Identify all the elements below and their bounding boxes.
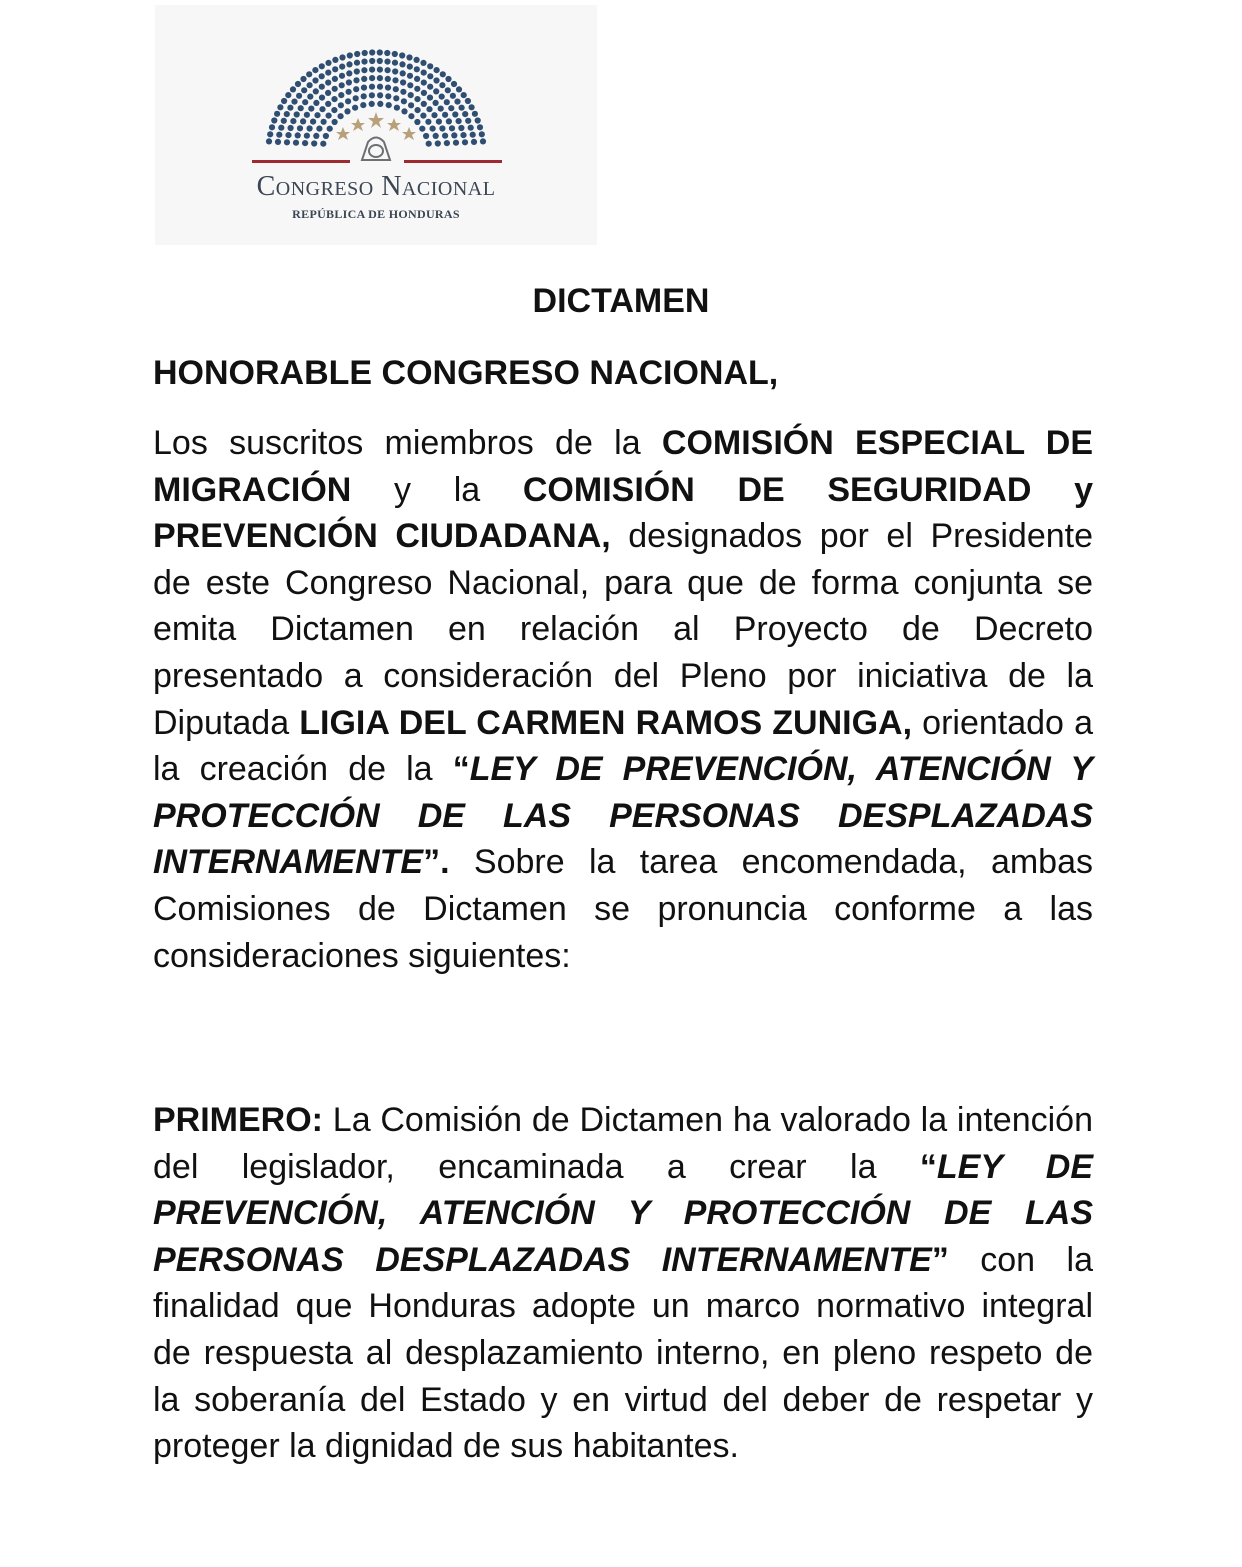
seat-dot: [406, 54, 412, 60]
congress-logo: [155, 5, 597, 245]
seat-dot: [295, 132, 301, 138]
seat-dot: [346, 61, 352, 67]
seat-dot: [431, 112, 437, 118]
seat-dot: [414, 119, 420, 125]
intro-text-4: orientado a la creación de la: [153, 703, 1093, 789]
seat-dot: [462, 139, 468, 145]
seat-dot: [267, 131, 273, 137]
seat-dot: [393, 86, 399, 92]
seat-dot: [304, 112, 310, 118]
seat-dot: [284, 139, 290, 145]
seat-dot: [414, 66, 420, 72]
seat-dot: [332, 86, 338, 92]
seat-dots: [266, 49, 486, 146]
seat-dot: [472, 111, 478, 117]
seat-dot: [454, 99, 460, 105]
seat-dot: [312, 67, 318, 73]
seat-dot: [369, 75, 375, 81]
seat-dot: [285, 92, 291, 98]
seat-dot: [362, 50, 368, 56]
intro-text-5: Sobre la tarea encomendada, ambas Comisiones de Dictamen se pronuncia conforme a las consideraciones siguientes:: [153, 843, 1093, 975]
seat-dot: [346, 89, 352, 95]
seat-dot: [446, 118, 452, 124]
seat-dot: [392, 68, 398, 74]
seat-dot: [297, 125, 303, 131]
seat-dot: [408, 92, 414, 98]
seat-dot: [385, 76, 391, 82]
seat-dot: [423, 133, 429, 139]
seat-dot: [325, 80, 331, 86]
seat-dot: [271, 117, 277, 123]
seat-dot: [377, 92, 383, 98]
seat-dot: [415, 107, 421, 113]
seat-dot: [477, 124, 483, 130]
seat-dot: [345, 98, 351, 104]
addressee-heading: HONORABLE CONGRESO NACIONAL,: [153, 354, 779, 392]
seat-dot: [331, 96, 337, 102]
seat-dot: [361, 93, 367, 99]
seat-dot: [369, 101, 375, 107]
seat-dot: [284, 111, 290, 117]
seat-dot: [313, 133, 319, 139]
seat-dot: [445, 87, 451, 93]
close-quote: ”: [931, 1240, 949, 1279]
seat-dot: [480, 138, 486, 144]
seat-dot: [435, 140, 441, 146]
seat-dot: [296, 93, 302, 99]
seat-dot: [392, 60, 398, 66]
seat-dot: [310, 119, 316, 125]
seat-dot: [352, 105, 358, 111]
seat-dot: [319, 63, 325, 69]
seat-dot: [323, 133, 329, 139]
seat-dot: [479, 131, 485, 137]
hemicycle-emblem: [155, 5, 597, 175]
seat-dot: [393, 95, 399, 101]
seat-dot: [377, 75, 383, 81]
seat-dot: [276, 132, 282, 138]
seat-dot: [377, 49, 383, 55]
seat-dot: [438, 106, 444, 112]
seat-dot: [439, 94, 445, 100]
seat-dot: [425, 119, 431, 125]
seat-dot: [332, 76, 338, 82]
seat-dot: [401, 108, 407, 114]
primero-text-1: La Comisión de Dictamen ha valorado la intención del legislador, encaminada a crear la: [153, 1101, 1093, 1186]
seat-dot: [430, 126, 436, 132]
intro-text-3: designados por el Presidente de este Congreso Nacional, para que de forma conjunta se emita Dictamen en relación al Proyecto de Decreto presentado a consideración del Pleno por iniciativa de la Diputada: [153, 517, 1093, 742]
seat-dot: [452, 111, 458, 117]
red-rule-right: [404, 160, 502, 163]
seat-dot: [361, 59, 367, 65]
seat-dot: [386, 102, 392, 108]
seat-dot: [421, 90, 427, 96]
seat-dot: [278, 125, 284, 131]
seat-dot: [288, 125, 294, 131]
seat-dot: [440, 71, 446, 77]
seat-dot: [361, 85, 367, 91]
seat-dot: [400, 70, 406, 76]
seat-dot: [465, 118, 471, 124]
seat-dot: [450, 93, 456, 99]
seat-dot: [462, 111, 468, 117]
seat-dot: [427, 84, 433, 90]
seat-dot: [354, 51, 360, 57]
seat-dot: [339, 64, 345, 70]
seat-dot: [448, 105, 454, 111]
document-title: DICTAMEN: [532, 282, 710, 320]
seat-dot: [300, 76, 306, 82]
seat-dot: [360, 102, 366, 108]
seat-dot: [313, 88, 319, 94]
seat-dot: [458, 125, 464, 131]
seat-dot: [291, 99, 297, 105]
seat-dot: [459, 105, 465, 111]
seat-dot: [426, 106, 432, 112]
seat-dot: [453, 140, 459, 146]
seat-dot: [361, 67, 367, 73]
seat-dot: [369, 58, 375, 64]
seat-dot: [384, 50, 390, 56]
seat-dot: [353, 86, 359, 92]
seat-dot: [304, 133, 310, 139]
seat-dot: [338, 113, 344, 119]
seat-dot: [377, 101, 383, 107]
seat-dot: [316, 126, 322, 132]
open-quote: “: [919, 1147, 937, 1186]
seat-dot: [451, 81, 457, 87]
seat-dot: [394, 105, 400, 111]
intro-text-1: Los suscritos miembros de la: [153, 424, 662, 462]
seat-dot: [399, 52, 405, 58]
seat-dot: [420, 113, 426, 119]
seat-dot: [353, 77, 359, 83]
seat-dot: [302, 99, 308, 105]
seat-dot: [301, 87, 307, 93]
seat-dot: [281, 98, 287, 104]
seat-dot: [332, 66, 338, 72]
seat-dot: [433, 77, 439, 83]
seat-dot: [319, 73, 325, 79]
seat-dot: [311, 140, 317, 146]
seat-dot: [319, 95, 325, 101]
paragraph-primero: [153, 1097, 1093, 1470]
commission-migracion: COMISIÓN ESPECIAL DE MIGRACIÓN: [153, 424, 1093, 509]
seat-dot: [385, 67, 391, 73]
commission-seguridad: COMISIÓN DE SEGURIDAD y PREVENCIÓN CIUDADANA,: [153, 470, 1093, 556]
seat-dot: [421, 101, 427, 107]
seat-dot: [295, 81, 301, 87]
seat-dot: [414, 96, 420, 102]
seat-dot: [385, 93, 391, 99]
seat-dot: [339, 54, 345, 60]
seat-dot: [339, 82, 345, 88]
seat-dot: [460, 132, 466, 138]
logo-subtitle: REPÚBLICA DE HONDURAS: [292, 207, 460, 221]
seat-dot: [290, 86, 296, 92]
seat-dot: [407, 64, 413, 70]
seat-dot: [332, 119, 338, 125]
seat-dot: [433, 133, 439, 139]
seat-dot: [442, 112, 448, 118]
seat-dot: [377, 67, 383, 73]
seat-dot: [433, 100, 439, 106]
seat-dot: [307, 125, 313, 131]
seat-dot: [434, 67, 440, 73]
close-quote: ”.: [423, 843, 450, 882]
seat-dot: [392, 77, 398, 83]
seat-dot: [353, 95, 359, 101]
seat-dot: [401, 98, 407, 104]
seat-dot: [308, 106, 314, 112]
seat-dot: [369, 49, 375, 55]
stars-icon: [336, 112, 416, 140]
seat-dot: [442, 133, 448, 139]
seat-dot: [421, 70, 427, 76]
seat-dot: [277, 104, 283, 110]
seat-dot: [302, 140, 308, 146]
seat-dot: [346, 79, 352, 85]
seat-dot: [470, 132, 476, 138]
intro-text-2: y la: [351, 470, 523, 509]
seat-dot: [298, 105, 304, 111]
seat-dot: [444, 140, 450, 146]
seat-dot: [468, 125, 474, 131]
seat-dot: [399, 61, 405, 67]
seat-dot: [326, 113, 332, 119]
seat-dot: [471, 139, 477, 145]
seat-dot: [347, 52, 353, 58]
seat-dot: [354, 60, 360, 66]
seat-dot: [369, 67, 375, 73]
seat-dot: [392, 51, 398, 57]
seat-dot: [439, 125, 445, 131]
seat-dot: [287, 105, 293, 111]
seat-dot: [338, 92, 344, 98]
primero-text-2: con la finalidad que Honduras adopte un marco normativo integral de respuesta al desplazamiento interno, en pleno respeto de la soberanía del Estado y en virtud del deber de respetar y proteger la dignidad de sus habitantes.: [153, 1240, 1093, 1466]
seat-dot: [327, 126, 333, 132]
seat-dot: [331, 107, 337, 113]
seat-dot: [444, 99, 450, 105]
seat-dot: [427, 95, 433, 101]
seat-dot: [414, 57, 420, 63]
seat-dot: [384, 59, 390, 65]
seat-dot: [419, 126, 425, 132]
law-title: LEY DE PREVENCIÓN, ATENCIÓN Y PROTECCIÓN DE LAS PERSONAS DESPLAZADAS INTERNAMENTE: [153, 1147, 1094, 1279]
deputy-name: LIGIA DEL CARMEN RAMOS ZUNIGA,: [299, 703, 913, 742]
seat-dot: [407, 73, 413, 79]
seat-dot: [312, 77, 318, 83]
seat-dot: [306, 71, 312, 77]
seat-dot: [354, 68, 360, 74]
seat-dot: [449, 125, 455, 131]
seat-dot: [433, 88, 439, 94]
seat-dot: [436, 119, 442, 125]
seat-dot: [385, 85, 391, 91]
seat-dot: [400, 89, 406, 95]
primero-label: PRIMERO:: [153, 1101, 323, 1139]
seat-dot: [414, 86, 420, 92]
seat-dot: [414, 76, 420, 82]
seat-dot: [275, 139, 281, 145]
seat-dot: [338, 102, 344, 108]
seat-dot: [344, 108, 350, 114]
seat-dot: [445, 76, 451, 82]
seat-dot: [465, 98, 471, 104]
seat-dot: [290, 118, 296, 124]
seat-dot: [407, 82, 413, 88]
seat-dot: [325, 60, 331, 66]
seat-dot: [313, 100, 319, 106]
seat-dot: [408, 102, 414, 108]
seat-dot: [427, 63, 433, 69]
seat-dot: [439, 82, 445, 88]
seat-dot: [369, 92, 375, 98]
seat-dot: [319, 84, 325, 90]
seat-dot: [320, 141, 326, 147]
law-title: LEY DE PREVENCIÓN, ATENCIÓN Y PROTECCIÓN DE LAS PERSONAS DESPLAZADAS INTERNAMENTE: [153, 750, 1094, 882]
seat-dot: [400, 79, 406, 85]
seat-dot: [325, 70, 331, 76]
seat-dot: [377, 58, 383, 64]
seat-dot: [319, 106, 325, 112]
seat-dot: [361, 76, 367, 82]
seat-dot: [451, 132, 457, 138]
seat-dot: [420, 60, 426, 66]
seat-dot: [369, 84, 375, 90]
seat-dot: [300, 118, 306, 124]
seat-dot: [266, 138, 272, 144]
seat-dot: [332, 57, 338, 63]
seat-dot: [274, 111, 280, 117]
seat-dot: [321, 119, 327, 125]
seat-dot: [456, 86, 462, 92]
seat-dot: [339, 73, 345, 79]
seat-dot: [293, 140, 299, 146]
seat-dot: [281, 118, 287, 124]
open-quote: “: [452, 750, 470, 789]
seat-dot: [456, 118, 462, 124]
seat-dot: [325, 90, 331, 96]
seat-dot: [294, 111, 300, 117]
seat-dot: [408, 113, 414, 119]
seat-dot: [314, 112, 320, 118]
seat-dot: [461, 92, 467, 98]
red-rule-left: [252, 160, 350, 163]
paragraph-intro: [153, 420, 1093, 979]
seat-dot: [285, 132, 291, 138]
seat-dot: [307, 94, 313, 100]
seat-dot: [346, 70, 352, 76]
seat-dot: [469, 104, 475, 110]
seat-dot: [307, 82, 313, 88]
coat-of-arms-icon: [362, 138, 390, 161]
seat-dot: [426, 141, 432, 147]
logo-title: Congreso Nacional: [256, 171, 496, 202]
seat-dot: [377, 84, 383, 90]
seat-dot: [421, 80, 427, 86]
seat-dot: [325, 101, 331, 107]
seat-dot: [427, 73, 433, 79]
seat-dot: [269, 124, 275, 130]
seat-dot: [475, 117, 481, 123]
